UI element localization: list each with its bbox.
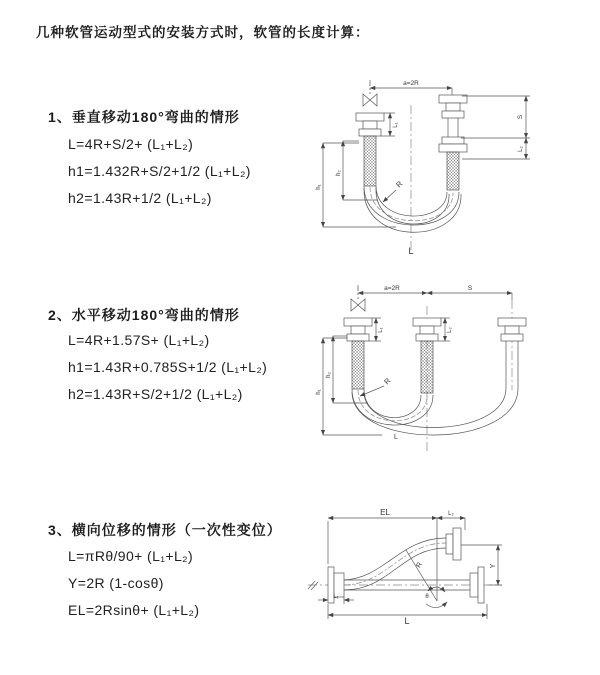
length-label: L (408, 246, 414, 256)
dim-label-l2: L₂ (447, 327, 453, 333)
dim-label-y: Y (490, 563, 497, 569)
dim-label-h1: h₁ (316, 389, 322, 395)
dim-label-l1: L₁ (378, 327, 384, 333)
valve-icon (363, 94, 377, 106)
section-2-formula-h1: h1=1.43R+0.785S+1/2 (L₁+L₂) (68, 359, 268, 375)
dim-label-s: S (517, 114, 524, 120)
dim-label-s: S (467, 285, 473, 292)
section-1-heading: 1、垂直移动180°弯曲的情形 (48, 109, 240, 125)
radius-label: R (382, 376, 393, 387)
diagram-2-linework (323, 285, 526, 452)
dim-label-h2: h₂ (326, 372, 332, 378)
page-title: 几种软管运动型式的安装方式时，软管的长度计算： (36, 25, 370, 40)
section-1-formula-L: L=4R+S/2+ (L₁+L₂) (68, 136, 194, 152)
length-label: L (394, 434, 398, 441)
dim-label-h1: h₁ (316, 184, 322, 190)
dim-label-l1: L₁ (333, 594, 339, 600)
diagram-vertical-180-bend (312, 75, 542, 257)
dim-label-l1: L₁ (393, 122, 399, 128)
centerline-break-mark (308, 581, 318, 590)
diagram-1-linework (323, 80, 530, 251)
diagram-horizontal-180-bend (312, 280, 562, 460)
diagram-lateral-displacement (300, 500, 590, 635)
section-3-formula-Y: Y=2R (1-cosθ) (68, 575, 164, 591)
section-3-heading: 3、横向位移的情形（一次性变位） (48, 522, 282, 538)
dim-label-a2r: a=2R (384, 285, 400, 292)
section-2-heading: 2、水平移动180°弯曲的情形 (48, 307, 240, 323)
dim-label-a2r: a=2R (403, 80, 419, 87)
dim-label-el: EL (380, 508, 390, 517)
diagram-3-linework (308, 518, 502, 619)
section-1-formula-h2: h2=1.43R+1/2 (L₁+L₂) (68, 190, 212, 206)
section-2-formula-h2: h2=1.43R+S/2+1/2 (L₁+L₂) (68, 386, 243, 402)
radius-label: R (415, 561, 424, 570)
dim-label-l2: L₂ (518, 146, 524, 152)
section-3-formula-L: L=πRθ/90+ (L₁+L₂) (68, 548, 194, 564)
dim-label-h2: h₂ (336, 170, 342, 176)
angle-theta-label: θ (425, 594, 429, 600)
dim-label-l2: L₂ (448, 511, 454, 517)
radius-label: R (394, 179, 405, 190)
length-label: L (404, 616, 410, 626)
section-1-formula-h1: h1=1.432R+S/2+1/2 (L₁+L₂) (68, 163, 251, 179)
valve-icon (351, 299, 365, 311)
section-2-formula-L: L=4R+1.57S+ (L₁+L₂) (68, 332, 210, 348)
section-3-formula-EL: EL=2Rsinθ+ (L₁+L₂) (68, 602, 200, 618)
